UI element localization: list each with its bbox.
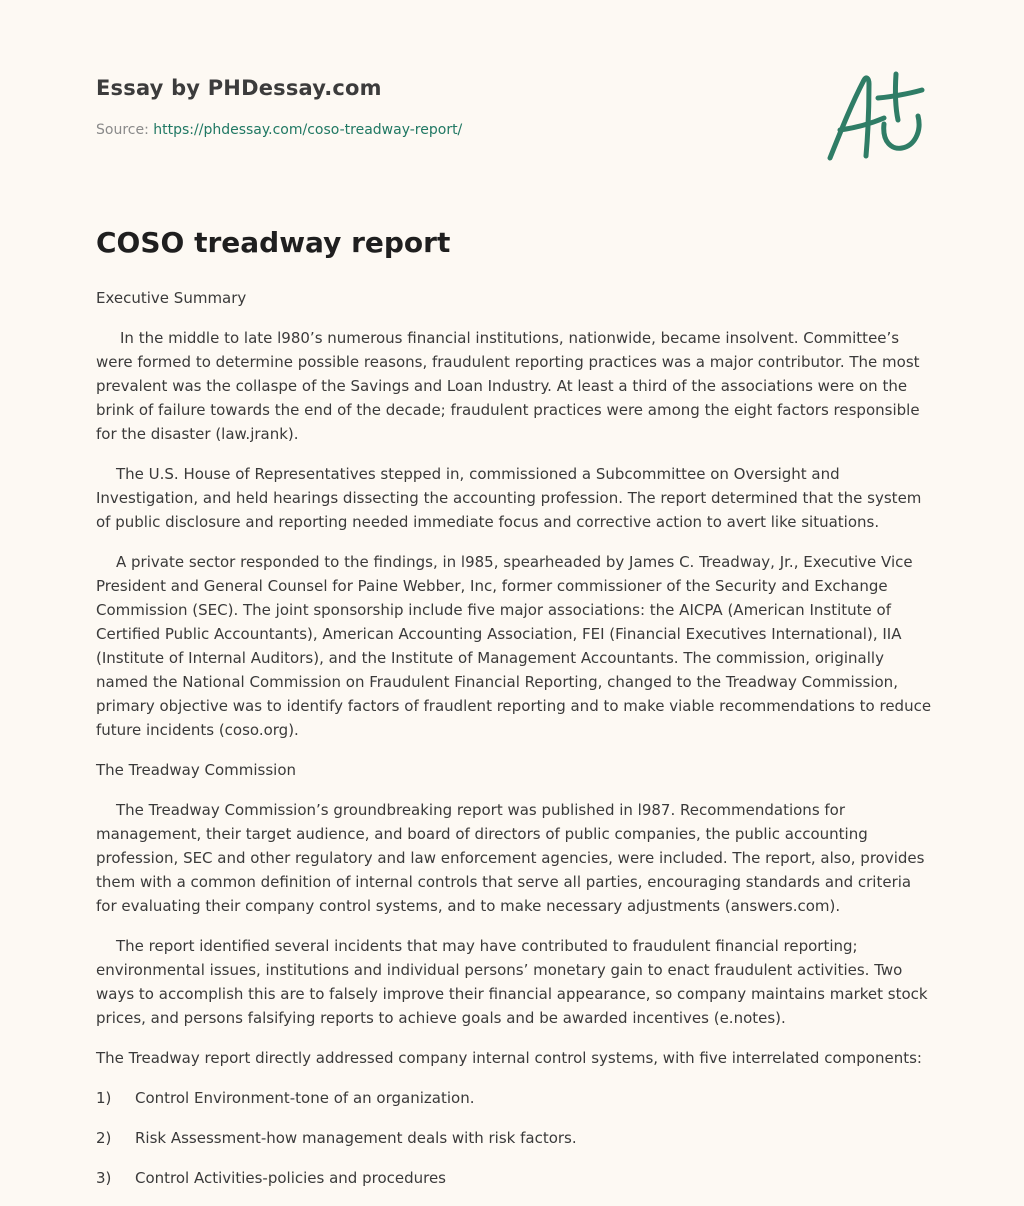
list-number: 1) — [96, 1089, 112, 1107]
paragraph: The Treadway Commission’s groundbreaking report was published in l987. Recommendations for management, their target audience, and board of directors of public companies, the public accounting profession, SEC and other regulatory and law enforcement agencies, were included. The report, also, provides them with a common definition of internal controls that serve all parties, encouraging standards and criteria for evaluating their company control systems, and to make necessary adjustments (answers.com). — [96, 801, 925, 915]
paragraph: The report identified several incidents that may have contributed to fraudulent financial reporting; environmental issues, institutions and individual persons’ monetary gain to enact fraudulent activities. Two ways to accomplish this are to falsely improve their financial appearance, so company maintains market stock prices, and persons falsifying reports to achieve goals and be awarded incentives (e.notes). — [96, 937, 928, 1027]
list-text: Control Activities-policies and procedures — [135, 1169, 447, 1187]
list-text: Control Environment-tone of an organization. — [135, 1089, 475, 1107]
list-item — [96, 1086, 932, 1110]
list-text: Risk Assessment-how management deals with risk factors. — [135, 1129, 577, 1147]
paragraph: The U.S. House of Representatives stepped in, commissioned a Subcommittee on Oversight and Investigation, and held hearings dissecting the accounting profession. The report determined that the system of public disclosure and reporting needed immediate focus and corrective action to avert like situations. — [96, 465, 922, 531]
source-link[interactable]: https://phdessay.com/coso-treadway-report/ — [153, 122, 463, 138]
a-plus-logo-icon — [822, 68, 932, 168]
list-number: 2) — [96, 1129, 112, 1147]
section-heading-treadway-commission: The Treadway Commission — [96, 761, 297, 779]
paragraph: A private sector responded to the findings, in l985, spearheaded by James C. Treadway, Jr., Executive Vice President and General Counsel for Paine Webber, Inc, former commissioner of the Security and Exchange Commission (SEC). The joint sponsorship include five major associations: the AICPA (American Institute of Certified Public Accountants), American Accounting Association, FEI (Financial Executives International), IIA (Institute of Internal Auditors), and the Institute of Management Accountants. The commission, originally named the National Commission on Fraudulent Financial Reporting, changed to the Treadway Commission, primary objective was to identify factors of fraudlent reporting and to make viable recommendations to reduce future incidents (coso.org). — [96, 553, 932, 739]
essay-content — [96, 286, 932, 1206]
site-header — [96, 76, 796, 138]
paragraph: In the middle to late l980’s numerous financial institutions, nationwide, became insolvent. Committee’s were formed to determine possible reasons, fraudulent reporting practices was a major contributor. The most prevalent was the collaspe of the Savings and Loan Industry. At least a third of the associations were on the brink of failure towards the end of the decade; fraudulent practices were among the eight factors responsible for the disaster (law.jrank). — [96, 329, 920, 443]
list-item — [96, 1126, 932, 1150]
paragraph: The Treadway report directly addressed company internal control systems, with five interrelated components: — [96, 1049, 922, 1067]
site-brand: Essay by PHDessay.com — [96, 76, 382, 100]
list-number: 3) — [96, 1169, 112, 1187]
section-heading-executive-summary: Executive Summary — [96, 289, 247, 307]
list-item — [96, 1166, 932, 1190]
page-title: COSO treadway report — [96, 226, 451, 259]
source-line — [96, 122, 796, 138]
source-label: Source: — [96, 122, 154, 138]
